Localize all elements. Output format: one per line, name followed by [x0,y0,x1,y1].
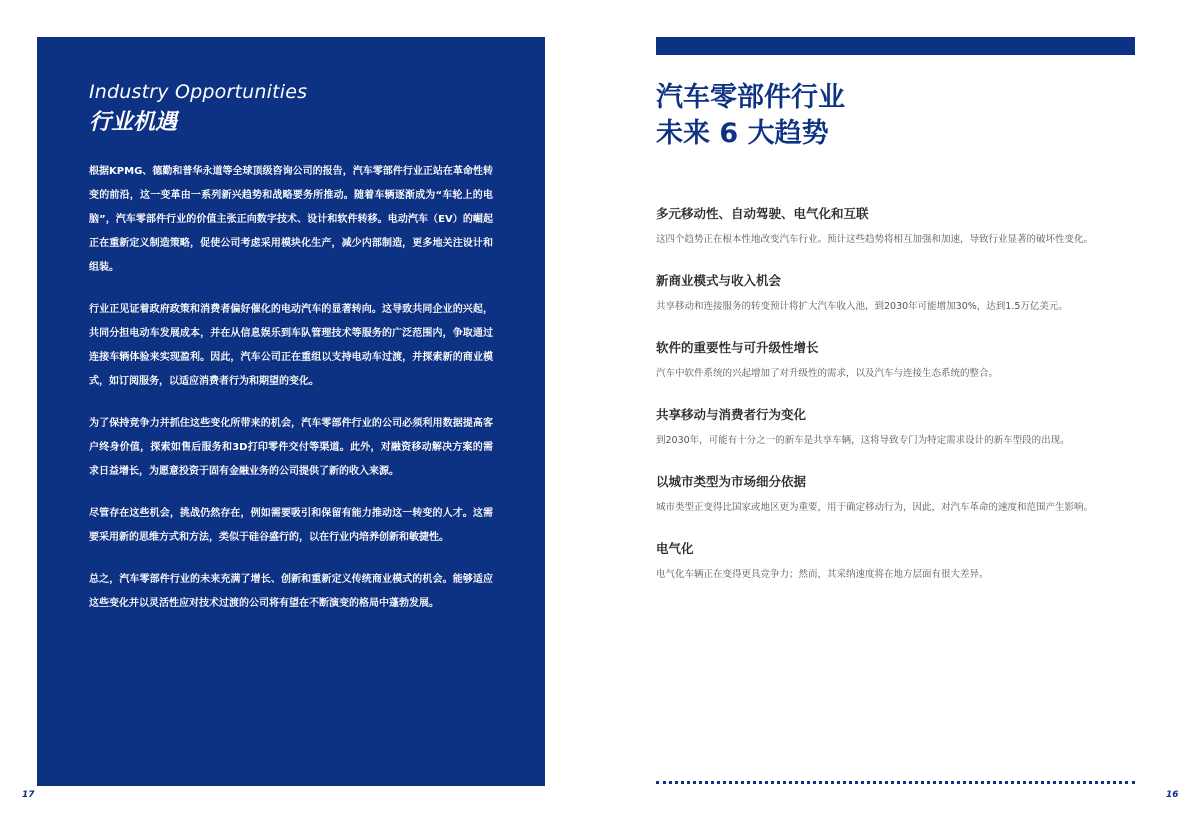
trend-text: 城市类型正变得比国家或地区更为重要，用于确定移动行为，因此，对汽车革命的速度和范围产生影响。 [656,502,1094,513]
trend-heading: 共享移动与消费者行为变化 [656,407,807,422]
paragraph: 根据KPMG、德勤和普华永道等全球顶级咨询公司的报告，汽车零部件行业正站在革命性转变的前沿，这一变革由一系列新兴趋势和战略要务所推动。随着车辆逐渐成为“车轮上的电脑”，汽车零部件行业的价值主张正向数字技术、设计和软件转移。电动汽车（EV）的崛起正在重新定义制造策略，促使公司考虑采用模块化生产，减少内部制造，更多地关注设计和组装。 [89,166,493,273]
paragraph: 为了保持竞争力并抓住这些变化所带来的机会，汽车零部件行业的公司必须利用数据提高客户终身价值，探索如售后服务和3D打印零件交付等渠道。此外，对融资移动解决方案的需求日益增长，为愿意投资于固有金融业务的公司提供了新的收入来源。 [89,418,493,477]
paragraph: 尽管存在这些机会，挑战仍然存在，例如需要吸引和保留有能力推动这一转变的人才。这需要采用新的思维方式和方法，类似于硅谷盛行的，以在行业内培养创新和敏捷性。 [89,508,493,543]
page-title-line-2: 未来 6 大趋势 [656,118,829,149]
trend-heading: 多元移动性、自动驾驶、电气化和互联 [656,206,869,221]
trend-item [656,472,1136,519]
trend-text: 共享移动和连接服务的转变预计将扩大汽车收入池，到2030年可能增加30%，达到1.5万亿美元。 [656,301,1068,312]
trend-text: 这四个趋势正在根本性地改变汽车行业。预计这些趋势将相互加强和加速，导致行业显著的破坏性变化。 [656,234,1094,245]
page-title [656,80,1136,152]
trend-text: 汽车中软件系统的兴起增加了对升级性的需求，以及汽车与连接生态系统的整合。 [656,368,999,379]
trend-item [656,204,1136,251]
paragraph: 行业正见证着政府政策和消费者偏好催化的电动汽车的显著转向。这导致共同企业的兴起，共同分担电动车发展成本，并在从信息娱乐到车队管理技术等服务的广泛范围内，争取通过连接车辆体验来实现盈利。因此，汽车公司正在重组以支持电动车过渡，并探索新的商业模式，如订阅服务，以适应消费者行为和期望的变化。 [89,304,493,387]
header-bar [656,37,1135,55]
trend-item [656,271,1136,318]
trend-heading: 新商业模式与收入机会 [656,273,782,288]
trend-heading: 软件的重要性与可升级性增长 [656,340,819,355]
trend-item [656,338,1136,385]
trend-item [656,539,1136,586]
trend-item [656,405,1136,452]
trends-column [656,80,1136,606]
trend-text: 电气化车辆正在变得更具竞争力；然而，其采纳速度将在地方层面有很大差异。 [656,569,989,580]
trend-heading: 以城市类型为市场细分依据 [656,474,807,489]
trend-heading: 电气化 [656,541,694,556]
footer-dotted-divider [656,781,1135,784]
left-page-panel [37,37,545,786]
page-number-left: 17 [22,790,35,800]
paragraph: 总之，汽车零部件行业的未来充满了增长、创新和重新定义传统商业模式的机会。能够适应这些变化并以灵活性应对技术过渡的公司将有望在不断演变的格局中蓬勃发展。 [89,574,493,609]
trend-text: 到2030年，可能有十分之一的新车是共享车辆，这将导致专门为特定需求设计的新车型段的出现。 [656,435,1070,446]
page-title-line-1: 汽车零部件行业 [656,82,845,113]
page-number-right: 16 [1166,790,1179,800]
section-title-cn: 行业机遇 [89,110,178,135]
section-title-en: Industry Opportunities [89,81,308,103]
